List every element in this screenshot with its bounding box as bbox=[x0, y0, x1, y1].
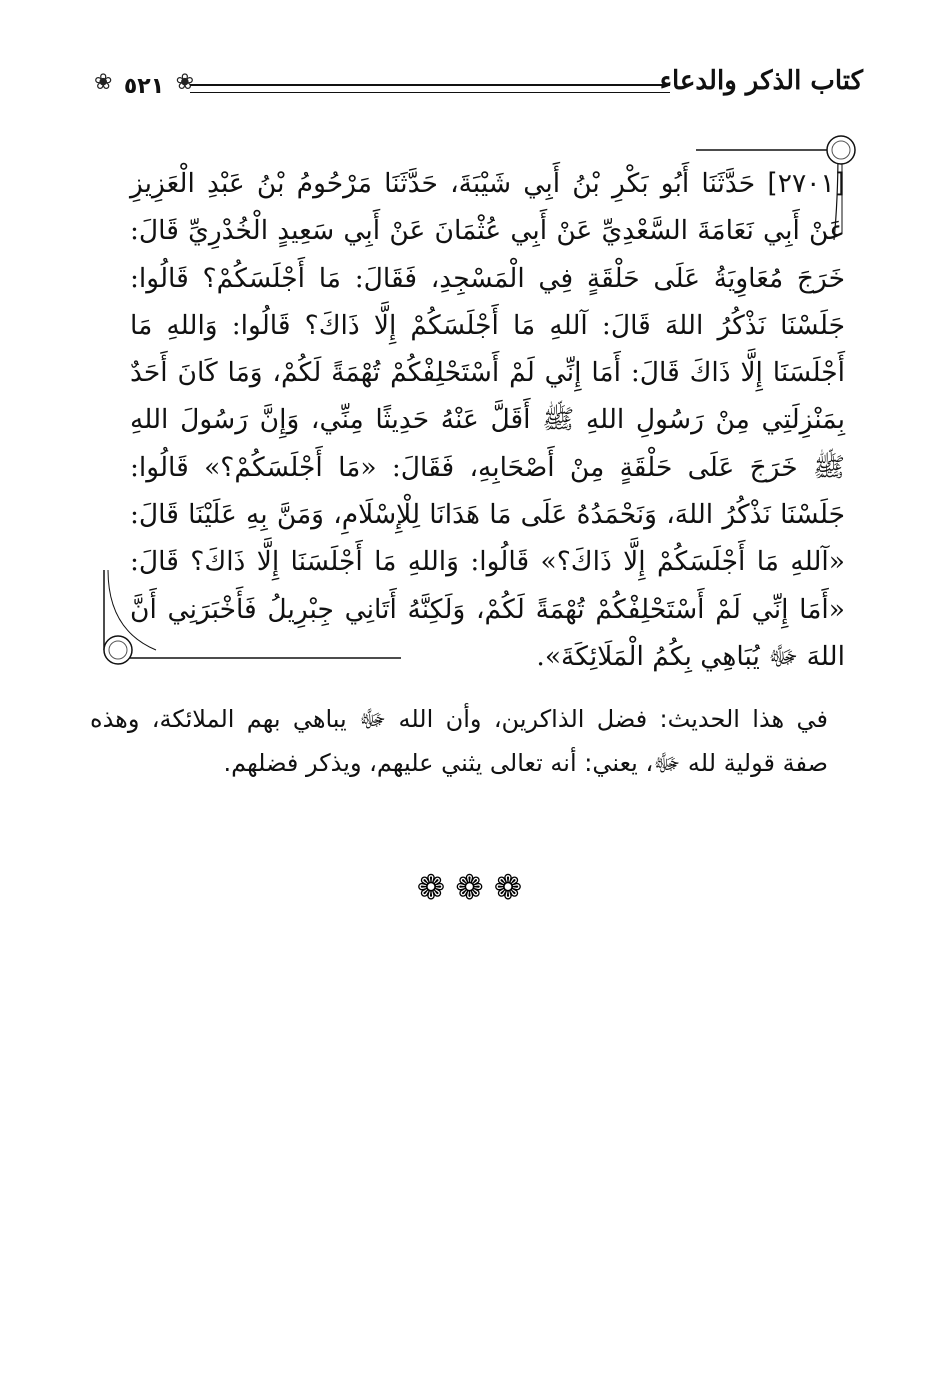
book-title: كتاب الذكر والدعاء bbox=[659, 66, 863, 96]
page-number: ٥٢١ bbox=[123, 73, 165, 99]
ornament-right-icon: ❀ bbox=[175, 70, 194, 95]
hadith-body: حَدَّثَنَا أَبُو بَكْرِ بْنُ أَبِي شَيْبَةَ، حَدَّثَنَا مَرْحُومُ بْنُ عَبْدِ الْعَزِيزِ عَنْ أَبِي نَعَامَةَ السَّعْدِيِّ عَنْ أَبِي عُثْمَانَ عَنْ أَبِي سَعِيدٍ الْخُدْرِيِّ قَالَ: خَرَجَ مُعَاوِيَةُ عَلَى حَلْقَةٍ فِي الْمَسْجِدِ، فَقَالَ: مَا أَجْلَسَكُمْ؟ قَالُوا: جَلَسْنَا نَذْكُرُ اللهَ قَالَ: آللهِ مَا أَجْلَسَكُمْ إِلَّا ذَاكَ؟ قَالُوا: وَاللهِ مَا أَجْلَسَنَا إِلَّا ذَاكَ قَالَ: أَمَا إِنِّي لَمْ أَسْتَحْلِفْكُمْ تُهْمَةً لَكُمْ، وَمَا كَانَ أَحَدٌ بِمَنْزِلَتِي مِنْ رَسُولِ اللهِ ﷺ أَقَلَّ عَنْهُ حَدِيثًا مِنِّي، وَإِنَّ رَسُولَ اللهِ ﷺ خَرَجَ عَلَى حَلْقَةٍ مِنْ أَصْحَابِهِ، فَقَالَ: «مَا أَجْلَسَكُمْ؟» قَالُوا: جَلَسْنَا نَذْكُرُ اللهَ، وَنَحْمَدُهُ عَلَى مَا هَدَانَا لِلْإِسْلَامِ، وَمَنَّ بِهِ عَلَيْنَا قَالَ: «آللهِ مَا أَجْلَسَكُمْ إِلَّا ذَاكَ؟» قَالُوا: وَاللهِ مَا أَجْلَسَنَا إِلَّا ذَاكَ؟ قَالَ: «أَمَا إِنِّي لَمْ أَسْتَحْلِفْكُمْ تُهْمَةً لَكُمْ، وَلَكِنَّهُ أَتَانِي جِبْرِيلُ فَأَخْبَرَنِي أَنَّ اللهَ ﷻ يُبَاهِي بِكُمُ الْمَلَائِكَةَ». bbox=[130, 168, 845, 672]
commentary-text: في هذا الحديث: فضل الذاكرين، وأن الله ﷻ يباهي بهم الملائكة، وهذه صفة قولية لله ﷻ، يعني: أنه تعالى يثني عليهم، ويذكر فضلهم. bbox=[90, 705, 828, 777]
page-header bbox=[0, 58, 949, 118]
ornament-left-icon: ❀ bbox=[94, 70, 113, 95]
hadith-number: [٢٧٠١] bbox=[767, 168, 845, 199]
hadith-text bbox=[130, 160, 845, 680]
header-rule bbox=[190, 84, 670, 93]
section-divider-icon: ❁❁❁ bbox=[416, 868, 533, 908]
page-number-badge bbox=[94, 66, 194, 106]
